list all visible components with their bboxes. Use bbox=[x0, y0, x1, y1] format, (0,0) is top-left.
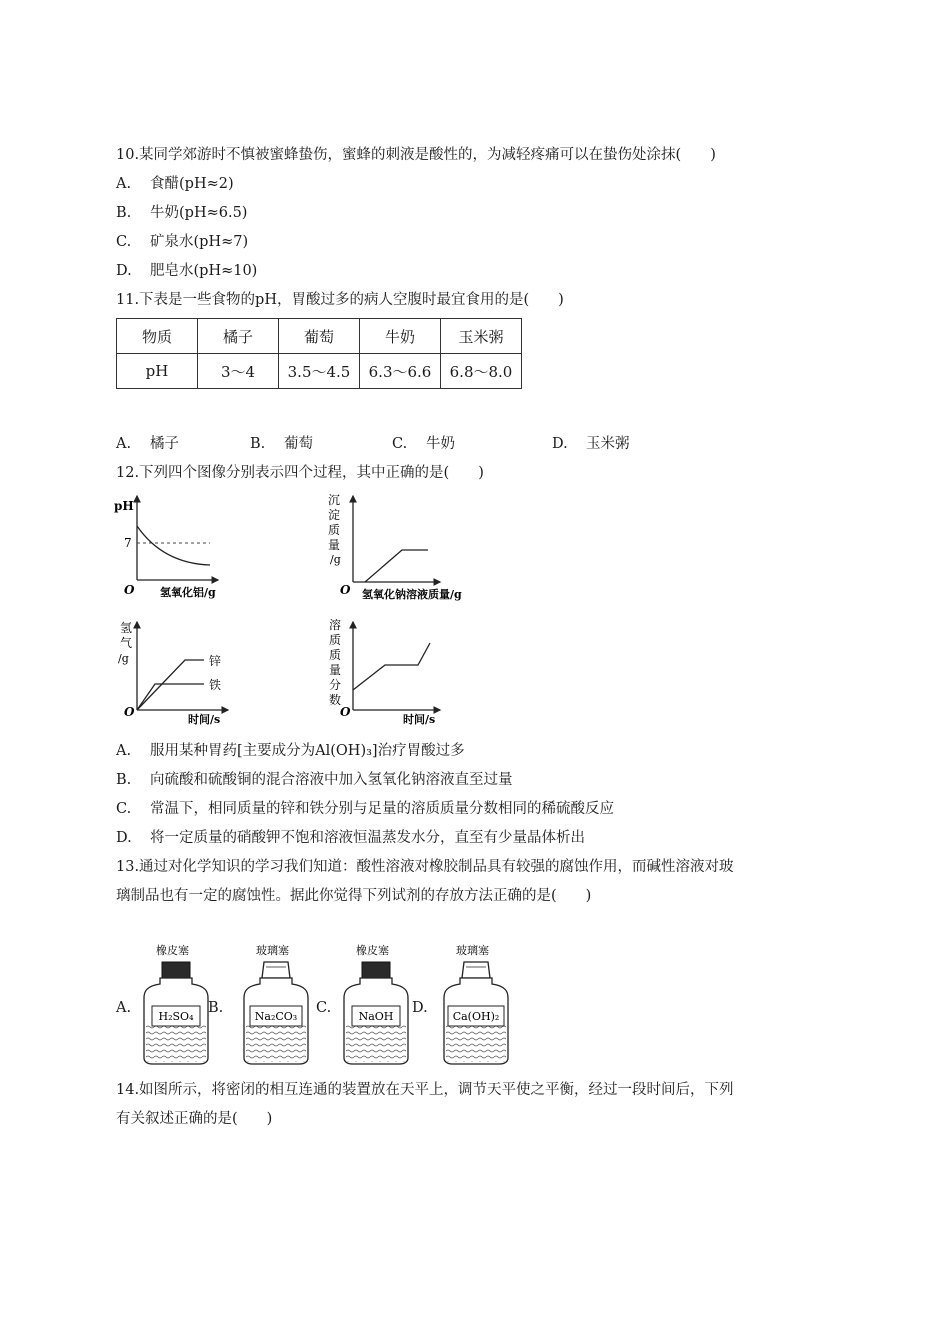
bottle-c bbox=[344, 943, 408, 1064]
q10-option-d: D. 肥皂水(pH≈10) bbox=[116, 263, 258, 279]
table-cell: 3.5～4.5 bbox=[279, 354, 360, 389]
table-cell: 牛奶 bbox=[360, 319, 441, 354]
graph-c-y-label: 氢 bbox=[120, 621, 133, 635]
q12-option-b: B. 向硫酸和硫酸铜的混合溶液中加入氢氧化钠溶液直至过量 bbox=[116, 772, 513, 788]
bottle-c-reagent: NaOH bbox=[358, 1010, 394, 1023]
table-cell: 葡萄 bbox=[279, 319, 360, 354]
graph-c-iron-label: 铁 bbox=[209, 678, 222, 692]
bottle-b-label: B. bbox=[208, 1000, 224, 1016]
graph-d-curve bbox=[353, 643, 430, 690]
q12-option-c: C. 常温下，相同质量的锌和铁分别与足量的溶质质量分数相同的稀硫酸反应 bbox=[116, 801, 614, 817]
glass-stopper-icon bbox=[462, 962, 490, 978]
bottle-a bbox=[144, 943, 208, 1064]
graph-d-y-label: 溶 bbox=[329, 618, 342, 632]
glass-stopper-icon bbox=[262, 962, 290, 978]
graph-c-y-label: /g bbox=[118, 652, 129, 665]
graph-d bbox=[329, 617, 440, 726]
rubber-stopper-icon bbox=[362, 962, 390, 978]
graph-d-y-label: 量 bbox=[329, 663, 342, 677]
graph-a-x-label: 氢氧化铝/g bbox=[160, 586, 216, 599]
q11-option-c: C. 牛奶 bbox=[392, 436, 455, 452]
graph-c-zinc-line bbox=[137, 660, 204, 710]
bottle-d-reagent: Ca(OH)₂ bbox=[452, 1010, 500, 1023]
bottle-c-label: C. bbox=[316, 1000, 332, 1016]
graph-b-y-label: 沉 bbox=[328, 493, 341, 507]
q14-stem-line1: 14.如图所示，将密闭的相互连通的装置放在天平上，调节天平使之平衡，经过一段时间后，下列 bbox=[116, 1082, 734, 1098]
graph-d-y-label: 质 bbox=[329, 633, 342, 647]
bottle-d-stopper-label: 玻璃塞 bbox=[456, 944, 489, 957]
graph-d-y-label: 分 bbox=[329, 678, 342, 692]
q11-option-d: D. 玉米粥 bbox=[552, 436, 630, 452]
q14-stem-line2: 有关叙述正确的是( ) bbox=[116, 1111, 273, 1127]
graph-b bbox=[328, 493, 462, 601]
q10-option-b: B. 牛奶(pH≈6.5) bbox=[116, 205, 248, 221]
graph-a-curve bbox=[137, 526, 210, 565]
table-cell: 6.8～8.0 bbox=[441, 354, 522, 389]
table-header-row bbox=[117, 319, 522, 354]
graph-b-y-label: /g bbox=[330, 553, 341, 566]
q11-option-a: A. 橘子 bbox=[116, 436, 179, 452]
q10-option-a: A. 食醋(pH≈2) bbox=[116, 176, 234, 192]
graph-c bbox=[118, 621, 228, 726]
table-cell: 橘子 bbox=[198, 319, 279, 354]
graph-d-y-label: 质 bbox=[329, 648, 342, 662]
bottle-a-label: A. bbox=[116, 1000, 132, 1016]
bottle-b bbox=[244, 943, 308, 1064]
graph-b-y-label: 淀 bbox=[328, 508, 341, 522]
graph-c-iron-line bbox=[137, 684, 204, 710]
graph-a-y-label: pH bbox=[114, 499, 134, 513]
q12-graphs bbox=[110, 490, 530, 730]
table-cell: 物质 bbox=[117, 319, 198, 354]
table-cell: 6.3～6.6 bbox=[360, 354, 441, 389]
bottle-a-stopper-label: 橡皮塞 bbox=[156, 944, 189, 957]
graph-c-y-label: 气 bbox=[120, 636, 133, 650]
bottle-b-reagent: Na₂CO₃ bbox=[254, 1010, 298, 1023]
graph-c-origin: O bbox=[124, 705, 135, 719]
q13-bottles bbox=[140, 940, 520, 1070]
graph-a-origin: O bbox=[124, 583, 135, 597]
table-cell: 玉米粥 bbox=[441, 319, 522, 354]
graph-c-zinc-label: 锌 bbox=[209, 654, 222, 668]
q11-stem: 11.下表是一些食物的pH，胃酸过多的病人空腹时最宜食用的是( ) bbox=[116, 292, 564, 308]
rubber-stopper-icon bbox=[162, 962, 190, 978]
bottle-a-reagent: H₂SO₄ bbox=[158, 1010, 194, 1023]
q12-option-d: D. 将一定质量的硝酸钾不饱和溶液恒温蒸发水分，直至有少量晶体析出 bbox=[116, 830, 585, 846]
graph-d-y-label: 数 bbox=[329, 693, 342, 707]
graph-c-x-label: 时间/s bbox=[188, 713, 221, 726]
food-ph-table bbox=[116, 318, 522, 389]
q13-stem-line2: 璃制品也有一定的腐蚀性。据此你觉得下列试剂的存放方法正确的是( ) bbox=[116, 888, 592, 904]
table-row bbox=[117, 354, 522, 389]
bottle-c-stopper-label: 橡皮塞 bbox=[356, 944, 389, 957]
q13-stem-line1: 13.通过对化学知识的学习我们知道：酸性溶液对橡胶制品具有较强的腐蚀作用，而碱性溶液对玻 bbox=[116, 859, 734, 875]
graph-b-curve bbox=[365, 550, 428, 582]
table-cell: pH bbox=[117, 354, 198, 389]
bottle-b-stopper-label: 玻璃塞 bbox=[256, 944, 289, 957]
graph-d-x-label: 时间/s bbox=[403, 713, 436, 726]
graph-d-origin: O bbox=[340, 705, 351, 719]
graph-b-x-label: 氢氧化钠溶液质量/g bbox=[362, 588, 462, 601]
q12-option-a: A. 服用某种胃药[主要成分为Al(OH)₃]治疗胃酸过多 bbox=[116, 743, 465, 759]
graph-b-origin: O bbox=[340, 583, 351, 597]
bottle-d-label: D. bbox=[412, 1000, 428, 1016]
table-cell: 3～4 bbox=[198, 354, 279, 389]
q11-option-b: B. 葡萄 bbox=[250, 436, 313, 452]
q10-stem: 10.某同学郊游时不慎被蜜蜂蛰伤，蜜蜂的刺液是酸性的，为减轻疼痛可以在蛰伤处涂抹( ) bbox=[116, 147, 716, 163]
graph-b-y-label: 量 bbox=[328, 538, 341, 552]
graph-a bbox=[114, 496, 218, 599]
bottle-d bbox=[444, 943, 508, 1064]
graph-a-tick-7: 7 bbox=[124, 536, 132, 550]
graph-b-y-label: 质 bbox=[328, 523, 341, 537]
q12-stem: 12.下列四个图像分别表示四个过程，其中正确的是( ) bbox=[116, 465, 484, 481]
q10-option-c: C. 矿泉水(pH≈7) bbox=[116, 234, 249, 250]
